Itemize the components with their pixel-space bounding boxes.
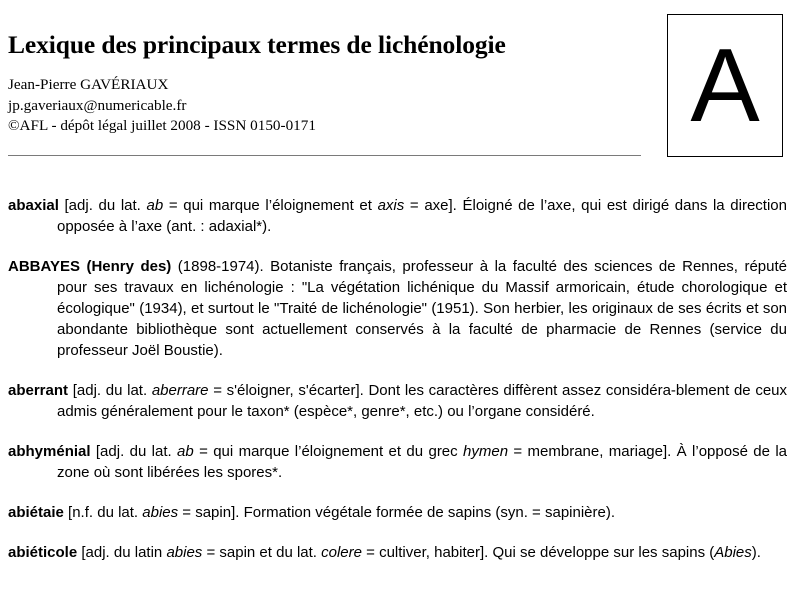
entry-text: = s'éloigner, s'écarter]. Dont les caractères diffèrent assez considéra-blement de ceux admis généralement pour le taxon* (espèce*, genre*, etc.) ou l’organe considéré. xyxy=(57,382,788,420)
document-meta xyxy=(8,75,648,137)
glossary-entry xyxy=(8,502,787,523)
entry-text: [adj. du lat. xyxy=(58,197,147,214)
entry-text: = qui marque l’éloignement et du grec xyxy=(193,443,464,460)
entry-text: ). xyxy=(751,544,761,561)
header-divider xyxy=(8,155,641,156)
glossary-entries xyxy=(8,195,787,582)
entry-text: [adj. du lat. xyxy=(68,382,152,399)
entry-term: abiéticole xyxy=(8,544,78,561)
entry-italic-word: abies xyxy=(142,504,179,521)
author-email: jp.gaveriaux@numericable.fr xyxy=(8,96,187,114)
entry-text: [adj. du latin xyxy=(77,544,167,561)
section-letter: A xyxy=(690,27,760,144)
author-name: Jean-Pierre GAVÉRIAUX xyxy=(8,76,169,93)
entry-text: = qui marque l’éloignement et xyxy=(163,197,378,214)
entry-term: abhyménial xyxy=(8,443,91,460)
entry-text: = membrane, mariage]. À l’opposé de la zone où sont libérées les spores*. xyxy=(57,443,787,481)
entry-text: = axe]. Éloigné de l’axe, qui est dirigé dans la direction opposée à l’axe (ant. : adaxial*). xyxy=(57,197,787,235)
entry-text: = cultiver, habiter]. Qui se développe sur les sapins ( xyxy=(361,544,715,561)
entry-italic-word: hymen xyxy=(463,443,509,460)
entry-italic-word: axis xyxy=(377,197,405,214)
entry-italic-word: ab xyxy=(177,443,194,460)
glossary-entry xyxy=(8,256,787,361)
copyright-line: ©AFL - dépôt légal juillet 2008 - ISSN 0150-0171 xyxy=(8,117,316,134)
entry-term: aberrant xyxy=(8,382,69,399)
entry-term: abaxial xyxy=(8,197,59,214)
entry-italic-word: abies xyxy=(166,544,203,561)
glossary-entry xyxy=(8,380,787,422)
entry-italic-word: ab xyxy=(146,197,164,214)
entry-text: [adj. du lat. xyxy=(90,443,178,460)
entry-text: = sapin et du lat. xyxy=(202,544,322,561)
entry-italic-word: Abies xyxy=(714,544,752,561)
entry-italic-word: colere xyxy=(321,544,362,561)
entry-italic-word: aberrare xyxy=(151,382,209,399)
entry-term: abiétaie xyxy=(8,504,64,521)
document-header xyxy=(8,30,648,137)
glossary-entry xyxy=(8,441,787,483)
entry-text: = sapin]. Formation végétale formée de sapins (syn. = sapinière). xyxy=(178,504,616,521)
entry-text: [n.f. du lat. xyxy=(63,504,143,521)
section-letter-box xyxy=(667,14,783,157)
glossary-entry xyxy=(8,195,787,237)
glossary-entry xyxy=(8,542,787,563)
entry-term: ABBAYES (Henry des) xyxy=(8,258,172,275)
document-title: Lexique des principaux termes de lichénologie xyxy=(8,30,506,59)
entry-text: (1898-1974). Botaniste français, professeur à la faculté des sciences de Rennes, réputé pour ses travaux en lichénologie : "La végétation lichénique du Massif armoricain, étude chorologique et écologique" (1934), et surtout le "Traité de lichénologie" (1951). Son herbier, les originaux de ses écrits et son abondante bibliothèque sont actuellement conservés à la faculté de pharmacie de Rennes (service du professeur Joël Boustie). xyxy=(57,258,787,359)
